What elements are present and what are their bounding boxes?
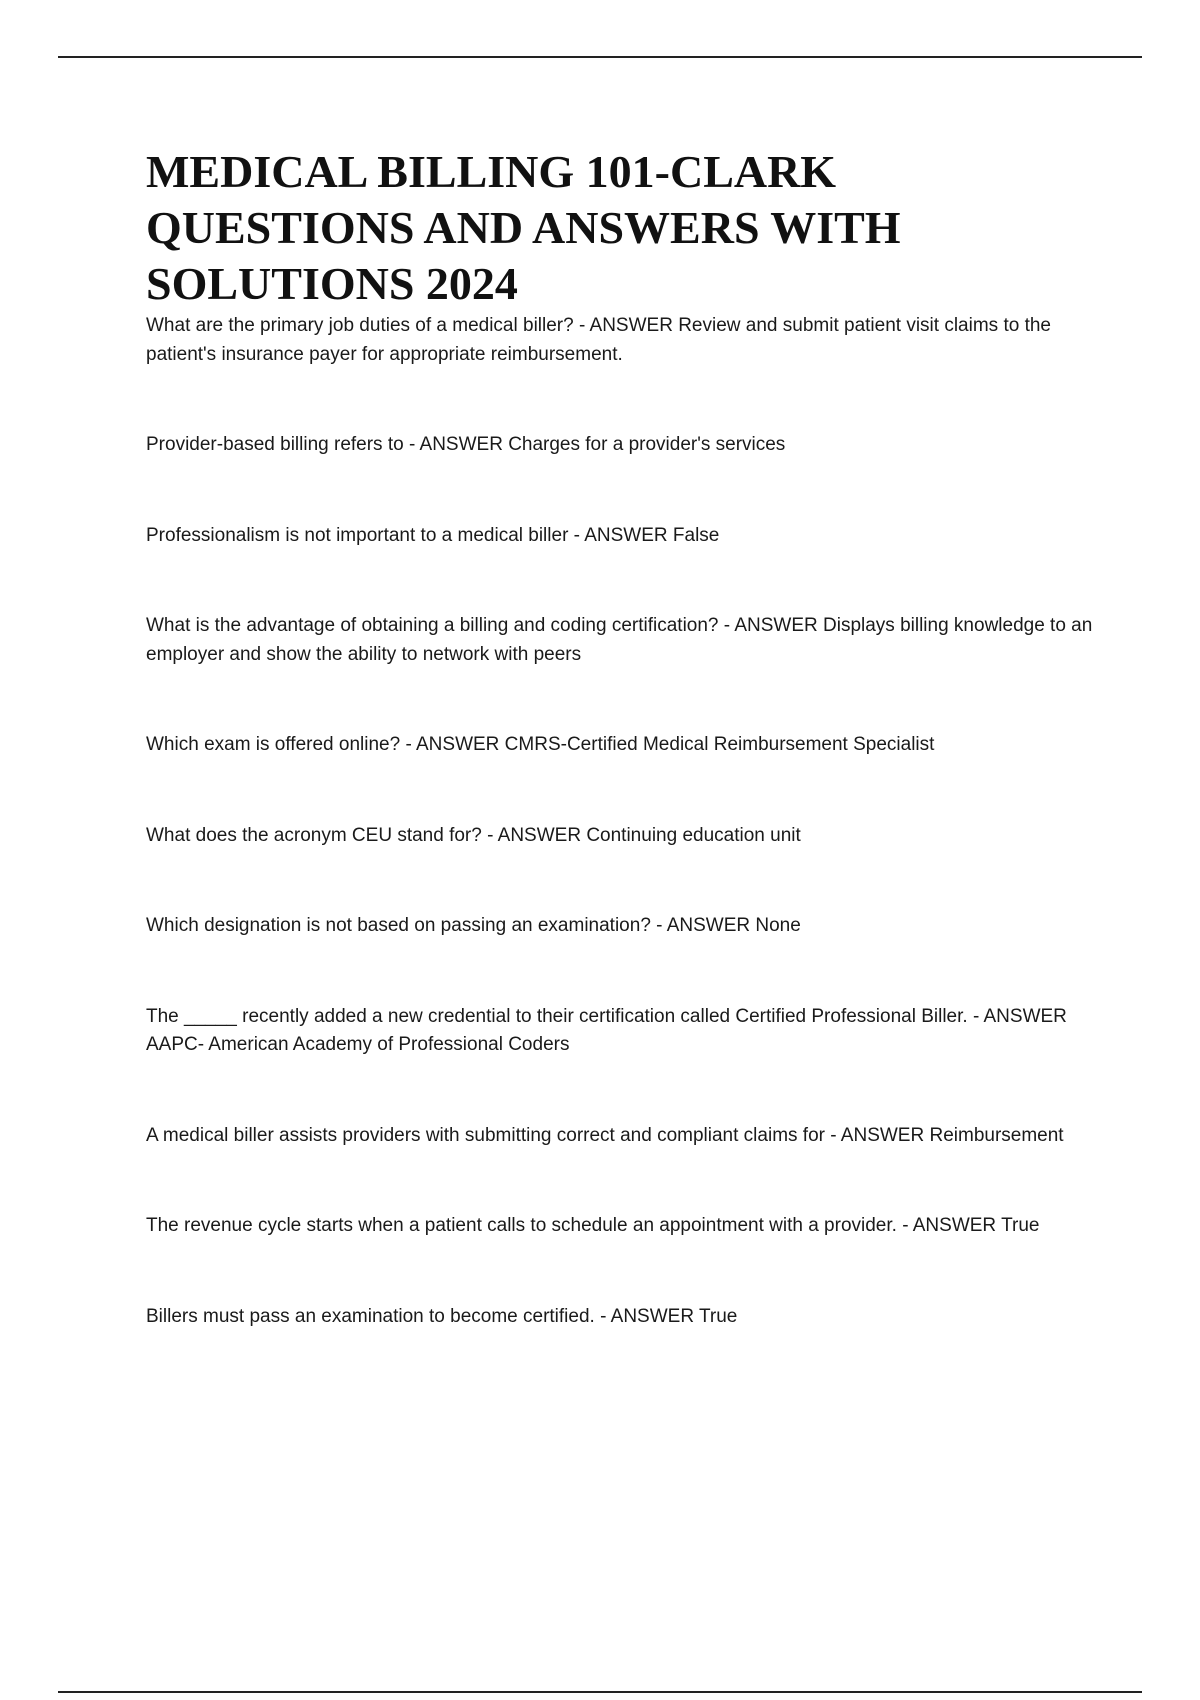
qa-item: Which designation is not based on passing an examination? - ANSWER None bbox=[146, 915, 801, 936]
qa-item: The revenue cycle starts when a patient calls to schedule an appointment with a provider. - ANSWER True bbox=[146, 1215, 1040, 1236]
qa-item: Professionalism is not important to a medical biller - ANSWER False bbox=[146, 524, 720, 546]
document-body bbox=[146, 144, 1096, 1331]
qa-item: What is the advantage of obtaining a billing and coding certification? - ANSWER Displays billing knowledge to an employer and show the ability to network with peers bbox=[146, 615, 1093, 665]
qa-item: A medical biller assists providers with submitting correct and compliant claims for - ANSWER Reimbursement bbox=[146, 1124, 1064, 1146]
qa-item: What does the acronym CEU stand for? - ANSWER Continuing education unit bbox=[146, 824, 801, 846]
qa-list bbox=[146, 312, 1096, 1331]
document-title: MEDICAL BILLING 101-CLARK QUESTIONS AND ANSWERS WITH SOLUTIONS 2024 bbox=[146, 146, 901, 309]
qa-item: The _____ recently added a new credential to their certification called Certified Professional Biller. - ANSWER AAPC- American Academy of Professional Coders bbox=[146, 1005, 1067, 1055]
bottom-rule bbox=[58, 1691, 1142, 1693]
qa-item: Billers must pass an examination to become certified. - ANSWER True bbox=[146, 1305, 738, 1327]
qa-item: What are the primary job duties of a medical biller? - ANSWER Review and submit patient visit claims to the patient's insurance payer for appropriate reimbursement. bbox=[146, 315, 1051, 365]
top-rule bbox=[58, 56, 1142, 58]
qa-item: Provider-based billing refers to - ANSWER Charges for a provider's services bbox=[146, 434, 786, 455]
qa-item: Which exam is offered online? - ANSWER CMRS-Certified Medical Reimbursement Specialist bbox=[146, 734, 935, 755]
